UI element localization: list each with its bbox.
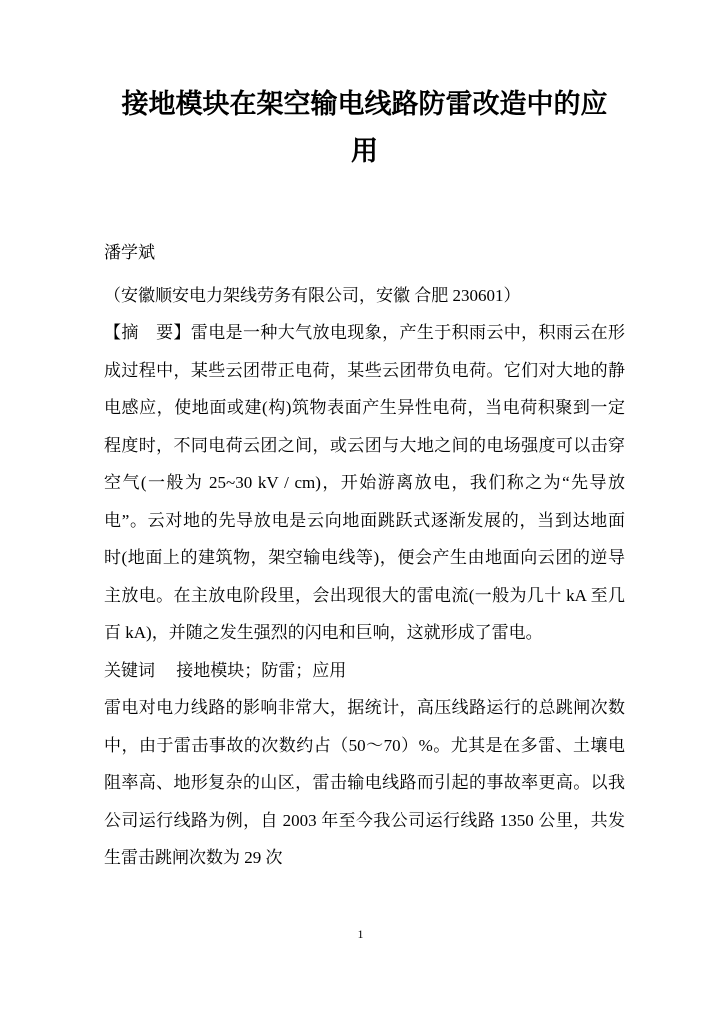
page-title xyxy=(104,81,625,175)
abstract-line: 程度时，不同电荷云团之间，或云团与大地之间的电场强度可以击穿 xyxy=(104,435,625,455)
author-affiliation: （安徽顺安电力架线劳务有限公司，安徽 合肥 230601） xyxy=(104,285,521,305)
abstract-line: 电”。云对地的先导放电是云向地面跳跃式逐渐发展的，当到达地面 xyxy=(104,510,625,530)
abstract-line: 【摘 要】雷电是一种大气放电现象，产生于积雨云中，积雨云在形 xyxy=(104,323,625,342)
abstract-line: 成过程中，某些云团带正电荷，某些云团带负电荷。它们对大地的静 xyxy=(104,360,625,380)
abstract-paragraph xyxy=(104,314,625,652)
abstract-line: 时(地面上的建筑物，架空输电线等)，便会产生由地面向云团的逆导 xyxy=(104,548,625,567)
author-name: 潘学斌 xyxy=(104,243,155,262)
title-line-1: 接地模块在架空输电线路防雷改造中的应 xyxy=(121,89,608,119)
page-content xyxy=(104,81,625,877)
title-line-2: 用 xyxy=(351,136,378,166)
abstract-line: 百 kA)，并随之发生强烈的闪电和巨响，这就形成了雷电。 xyxy=(104,623,543,642)
body-line: 雷电对电力线路的影响非常大，据统计，高压线路运行的总跳闸次数 xyxy=(104,698,625,717)
body-paragraph xyxy=(104,689,625,877)
body-line: 生雷击跳闸次数为 29 次 xyxy=(104,848,283,867)
body-line: 中，由于雷击事故的次数约占（50～70）%。尤其是在多雷、土壤电 xyxy=(104,735,625,755)
keywords-line: 关键词 接地模块；防雷；应用 xyxy=(104,660,347,680)
page-number: 1 xyxy=(357,927,364,941)
abstract-line: 空气(一般为 25~30 kV / cm)，开始游离放电，我们称之为“先导放 xyxy=(104,473,625,492)
abstract-line: 主放电。在主放电阶段里，会出现很大的雷电流(一般为几十 kA 至几 xyxy=(104,585,625,605)
abstract-line: 电感应，使地面或建(构)筑物表面产生异性电荷，当电荷积聚到一定 xyxy=(104,398,625,417)
body-line: 公司运行线路为例，自 2003 年至今我公司运行线路 1350 公里，共发 xyxy=(104,810,625,830)
body-line: 阻率高、地形复杂的山区，雷击输电线路而引起的事故率更高。以我 xyxy=(104,773,625,792)
